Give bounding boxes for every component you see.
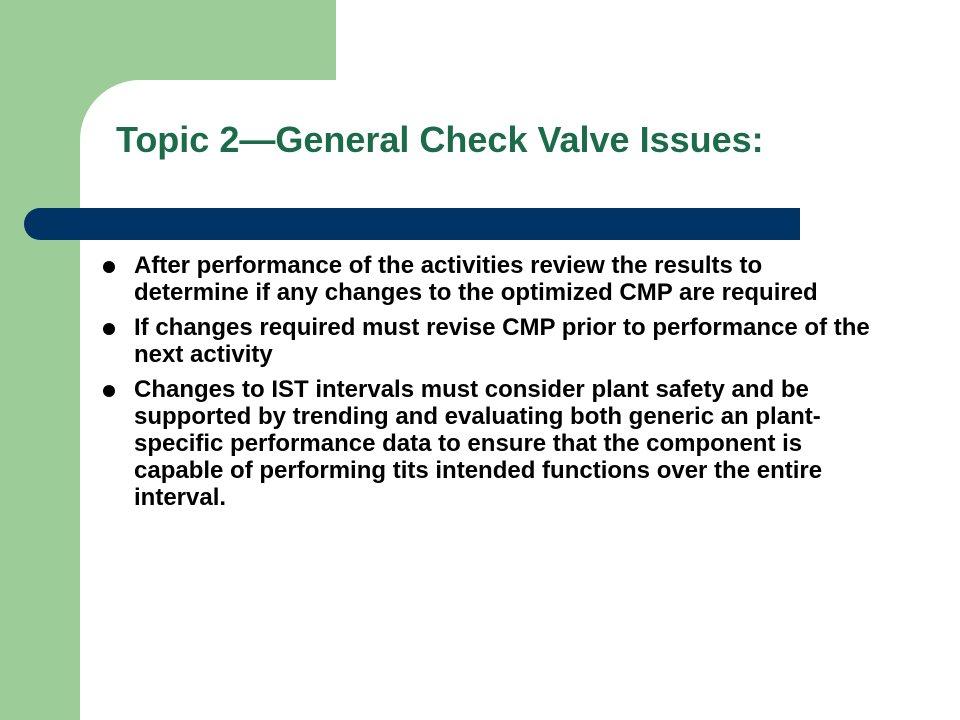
title-divider-bar [24, 208, 800, 240]
bullet-item [100, 314, 880, 368]
bullet-text: If changes required must revise CMP prior to performance of the next activity [134, 314, 870, 368]
bullet-dot-icon [103, 323, 115, 335]
bullet-dot-icon [103, 261, 115, 273]
bullet-dot-icon [103, 385, 115, 397]
bullet-item [100, 376, 880, 511]
slide-title: Topic 2—General Check Valve Issues: [116, 119, 764, 160]
bullet-text: After performance of the activities review the results to determine if any changes to the optimized CMP are required [134, 252, 818, 306]
green-side-band [0, 0, 80, 720]
bullet-text: Changes to IST intervals must consider plant safety and be supported by trending and evaluating both generic an plant-specific performance data to ensure that the component is capable of performing tits intended functions over the entire interval. [134, 376, 823, 511]
bullet-list [100, 252, 880, 519]
green-top-band [0, 0, 336, 80]
bullet-item [100, 252, 880, 306]
